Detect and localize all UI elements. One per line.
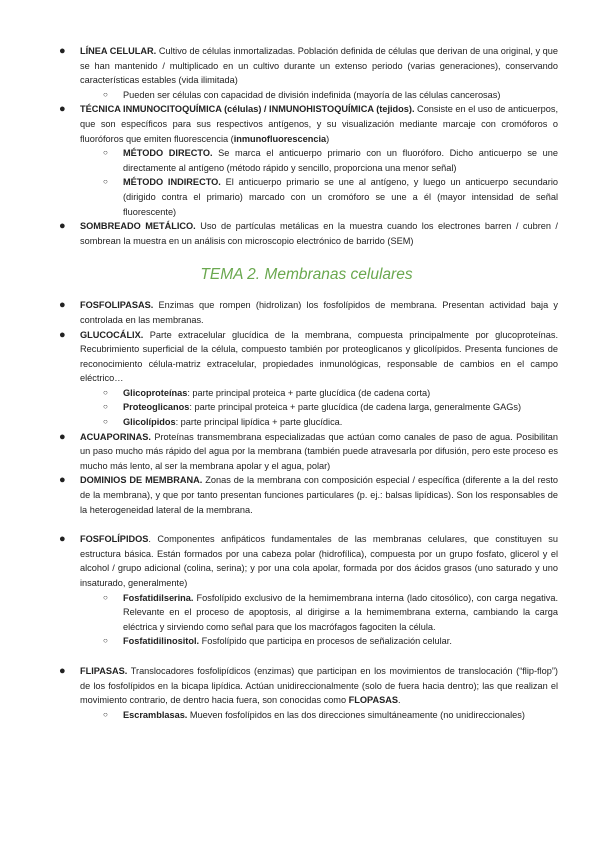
bullet-icon: ●: [59, 430, 66, 443]
sub-item-metodo-directo: [55, 146, 558, 175]
list-item-fosfolipasas: [55, 298, 558, 327]
definition-linea-celular: Cultivo de células inmortalizadas. Población definida de células que derivan de una original, y que se han mantenido / multiplicado en un cultivo durante un extenso periodo (varias generaciones), conservando características estables (vida ilimitada): [80, 46, 559, 86]
definition-tecnica: Consiste en el uso de anticuerpos, que son específicos para sus respectivos antígenos, y su visualización mediante marcaje con cromóforos o fluoróforos que emiten fluorescencia (: [80, 104, 559, 144]
definition-glucocalix: Parte extracelular glucídica de la membrana, compuesta principalmente por glucoproteínas. Recubrimiento superficial de la célula, compuesto también por proteoglicanos y glicolípidos. Presenta funciones de reconocimiento célula-matriz extracelular, propiedades inmunológicas, responsable de cambios en el campo eléctrico…: [80, 329, 558, 384]
term-glucocalix: GLUCOCÁLIX.: [80, 329, 144, 340]
sub-item-fosfatidilinositol: [55, 634, 558, 649]
definition-escramblasas: Mueven fosfolípidos en las dos direcciones simultáneamente (no unidireccionales): [187, 709, 525, 720]
hollow-bullet-icon: ○: [103, 402, 108, 412]
bullet-icon: ●: [59, 664, 66, 677]
definition-acuaporinas: Proteínas transmembrana especializadas que actúan como canales de paso de agua. Posibilitan un paso mucho más rápido del agua por la membrana (también puede atravesarla por difusión, pero este proceso es mucho más lento, al ser la membrana apolar y el agua, polar): [80, 431, 558, 471]
list-item-linea-celular: [55, 44, 558, 88]
definition-tecnica-end: ): [326, 133, 330, 144]
bullet-icon: ●: [59, 533, 66, 546]
list-item-fosfolipidos: [55, 532, 558, 590]
sub-item-proteoglicanos: [55, 400, 558, 415]
sub-text-linea-celular: Pueden ser células con capacidad de división indefinida (mayoría de las células cancerosas): [123, 89, 501, 100]
sub-item-glicolipidos: [55, 415, 558, 430]
sub-item-metodo-indirecto: [55, 175, 558, 219]
hollow-bullet-icon: ○: [103, 148, 108, 158]
list-item-acuaporinas: [55, 430, 558, 474]
term-glicolipidos: Glicolípidos: [123, 417, 176, 428]
term-tecnica: TÉCNICA INMUNOCITOQUÍMICA (células) / INMUNOHISTOQUÍMICA (tejidos).: [80, 104, 415, 115]
definition-metodo-indirecto: El anticuerpo primario se une al antígeno, y luego un anticuerpo secundario (dirigido contra el primario) marcado con un cromóforo se une a él (mayor intensidad de señal fluorescente): [123, 177, 558, 217]
definition-flipasas-end: .: [397, 695, 401, 706]
term-proteoglicanos: Proteoglicanos: [123, 402, 190, 413]
sub-item-linea-celular: [55, 88, 558, 103]
definition-fosfatidilserina: Fosfolípido exclusivo de la hemimembrana interna (lado citosólico), con carga negativa. Relevante en el proceso de apoptosis, al dirigirse a la hemimembrana externa, cambiando la carga eléctrica y sirviendo como señal para que los macrófagos fagociten la célula.: [123, 592, 558, 632]
sub-item-glicoproteinas: [55, 386, 558, 401]
term-acuaporinas: ACUAPORINAS.: [80, 431, 151, 442]
definition-glicoproteinas: : parte principal proteica + parte glucídica (de cadena corta): [187, 387, 431, 398]
definition-glicolipidos: : parte principal lipídica + parte glucídica.: [175, 417, 343, 428]
term-fosfolipidos: FOSFOLÍPIDOS: [80, 534, 149, 545]
term-metodo-indirecto: MÉTODO INDIRECTO.: [123, 177, 221, 188]
bullet-icon: ●: [59, 299, 66, 312]
definition-metodo-directo: Se marca el anticuerpo primario con un fluoróforo. Dicho anticuerpo se une directamente al antígeno (método rápido y sencillo, proporciona una menor señal): [123, 148, 558, 173]
term-fosfolipasas: FOSFOLIPASAS.: [80, 300, 154, 311]
section-heading: TEMA 2. Membranas celulares: [200, 266, 413, 284]
term-escramblasas: Escramblasas.: [123, 709, 188, 720]
term-sombreado: SOMBREADO METÁLICO.: [80, 221, 196, 232]
bullet-icon: ●: [59, 45, 66, 57]
definition-sombreado: Uso de partículas metálicas en la muestra cuando los electrones barren / cubren / sombrean la muestra en un análisis con microscopio electrónico de barrido (SEM): [80, 221, 558, 246]
term-linea-celular: LÍNEA CELULAR.: [80, 46, 157, 56]
hollow-bullet-icon: ○: [103, 592, 108, 602]
list-item-glucocalix: [55, 328, 558, 386]
definition-fosfolipasas: Enzimas que rompen (hidrolizan) los fosfolípidos de membrana. Presentan actividad baja y controlada en las membranas.: [80, 300, 558, 325]
term-flopasas: FLOPASAS: [348, 695, 398, 706]
term-metodo-directo: MÉTODO DIRECTO.: [123, 148, 213, 159]
bullet-icon: ●: [59, 474, 66, 487]
definition-fosfatidilinositol: Fosfolípido que participa en procesos de señalización celular.: [199, 636, 452, 647]
sub-item-fosfatidilserina: [55, 591, 558, 635]
definition-dominios: Zonas de la membrana con composición especial / específica (diferente a la del resto de la membrana), y que por tanto presentan funciones particulares (p. ej.: balsas lipídicas). Son los responsables de la heterogeneidad lateral de la membrana.: [80, 475, 559, 515]
list-item-sombreado: [55, 219, 558, 248]
hollow-bullet-icon: ○: [103, 177, 108, 187]
definition-flipasas: Translocadores fosfolipídicos (enzimas) que participan en los movimientos de translocación (“flip-flop”) de los fosfolípidos en la bicapa lipídica. Actúan unidireccionalmente (solo de fuera hacia dentro); las que realizan el movimiento contrario, de dentro hacia fuera, son conocidas como: [80, 665, 558, 706]
definition-fosfolipidos: . Componentes anfipáticos fundamentales de las membranas celulares, que constituyen su estructura básica. Están formados por una cabeza polar (hidrofílica), compuesta por un grupo fosfato, glicerol y el alcohol / grupo adicional (colina, serina); y por una cola apolar, formada por dos ácidos grasos (uno saturado y uno insaturado, generalmente): [80, 534, 558, 588]
term-inmunofluorescencia: inmunofluorescencia: [233, 133, 327, 144]
hollow-bullet-icon: ○: [103, 636, 108, 646]
bullet-icon: ●: [59, 220, 66, 233]
bullet-icon: ●: [59, 103, 66, 116]
list-item-flipasas: [55, 664, 558, 708]
hollow-bullet-icon: ○: [103, 709, 108, 719]
term-flipasas: FLIPASAS.: [80, 665, 128, 676]
bullet-icon: ●: [59, 328, 66, 341]
term-fosfatidilserina: Fosfatidilserina.: [123, 592, 194, 603]
hollow-bullet-icon: ○: [103, 417, 108, 427]
term-dominios: DOMINIOS DE MEMBRANA.: [80, 475, 203, 486]
list-item-dominios: [55, 473, 558, 517]
term-glicoproteinas: Glicoproteínas: [123, 387, 188, 398]
hollow-bullet-icon: ○: [103, 387, 108, 397]
definition-proteoglicanos: : parte principal proteica + parte glucídica (de cadena larga, generalmente GAGs): [189, 402, 522, 413]
sub-item-escramblasas: [55, 708, 558, 723]
list-item-tecnica: [55, 102, 558, 146]
term-fosfatidilinositol: Fosfatidilinositol.: [123, 636, 200, 647]
hollow-bullet-icon: ○: [103, 89, 108, 99]
